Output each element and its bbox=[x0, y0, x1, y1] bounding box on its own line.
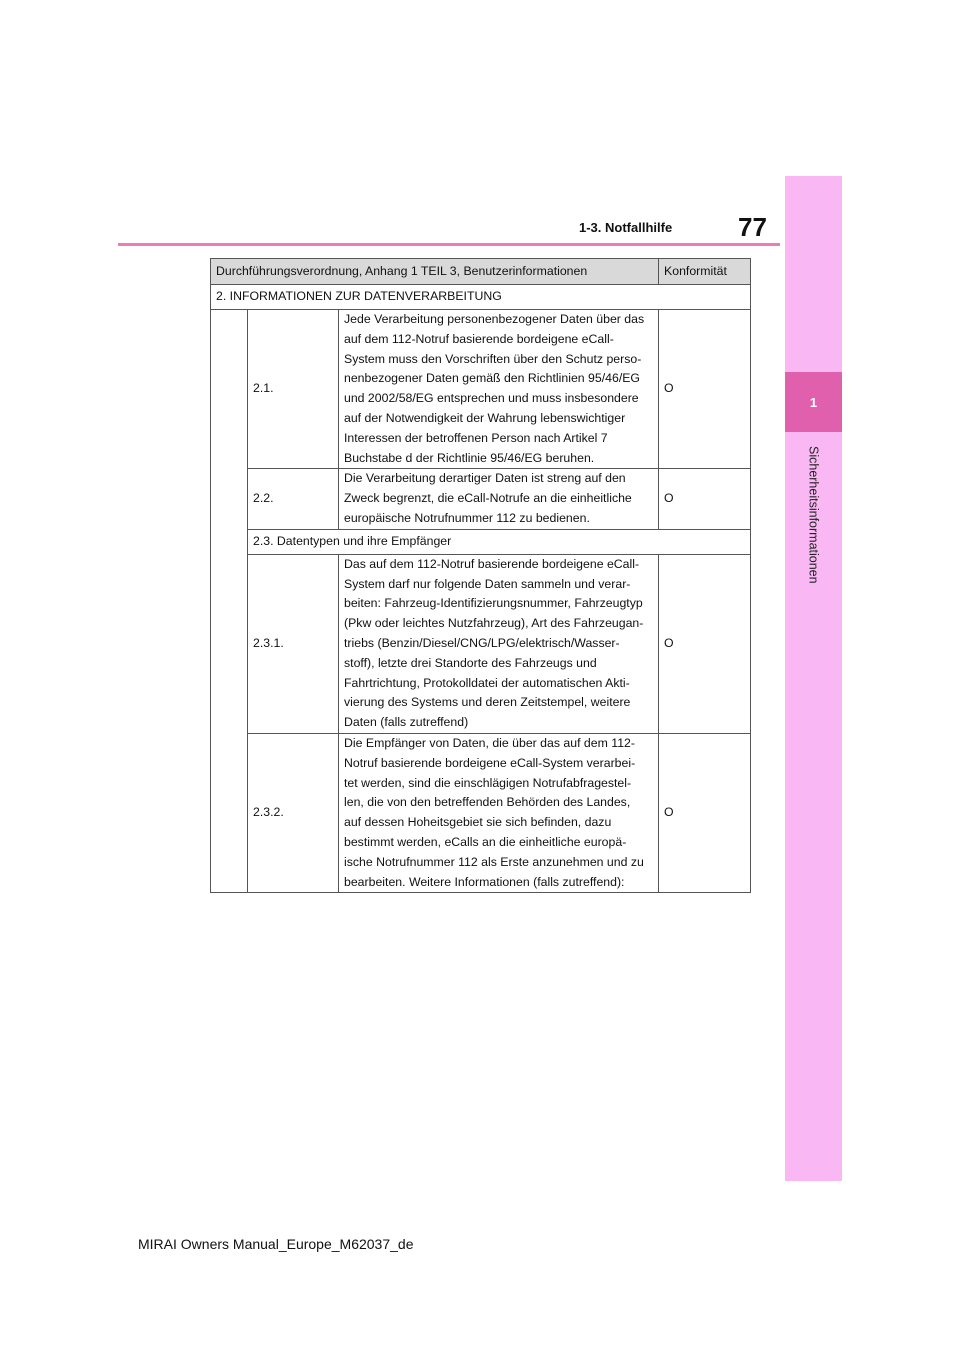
table-row bbox=[211, 469, 751, 529]
text-line: Das auf dem 112-Notruf basierende bordeigene eCall- bbox=[344, 556, 640, 571]
section-row bbox=[211, 529, 751, 554]
chapter-name-text: Sicherheitsinformationen bbox=[806, 446, 821, 584]
text-line: auf der Notwendigkeit der Wahrung lebenswichtiger bbox=[344, 410, 626, 425]
row-conformity: O bbox=[659, 733, 751, 892]
section-row bbox=[211, 285, 751, 310]
text-line: len, die von den betreffenden Behörden des Landes, bbox=[344, 795, 631, 810]
table-row bbox=[211, 733, 751, 892]
text-line: beiten: Fahrzeug-Identifizierungsnummer, Fahrzeugtyp bbox=[344, 596, 643, 611]
row-text bbox=[339, 554, 659, 733]
row-text bbox=[339, 733, 659, 892]
header-requirement: Durchführungsverordnung, Anhang 1 TEIL 3, Benutzerinformationen bbox=[211, 259, 659, 285]
text-line: ische Notrufnummer 112 als Erste anzunehmen und zu bbox=[344, 854, 644, 869]
text-line: europäische Notrufnummer 112 zu bedienen. bbox=[344, 510, 590, 525]
regulation-table bbox=[210, 258, 751, 893]
text-line: Interessen der betroffenen Person nach Artikel 7 bbox=[344, 430, 608, 445]
chapter-number-marker: 1 bbox=[785, 372, 842, 432]
text-line: stoff), letzte drei Standorte des Fahrzeugs und bbox=[344, 655, 597, 670]
manual-footer: MIRAI Owners Manual_Europe_M62037_de bbox=[138, 1236, 414, 1252]
text-line: Die Empfänger von Daten, die über das auf dem 112- bbox=[344, 735, 635, 750]
text-line: Fahrtrichtung, Protokolldatei der automatischen Akti- bbox=[344, 675, 630, 690]
table-header-row bbox=[211, 259, 751, 285]
row-conformity: O bbox=[659, 469, 751, 529]
header-conformity: Konformität bbox=[659, 259, 751, 285]
text-line: System muss den Vorschriften über den Schutz perso- bbox=[344, 351, 642, 366]
row-number: 2.1. bbox=[248, 310, 339, 469]
text-line: System darf nur folgende Daten sammeln und verar- bbox=[344, 576, 631, 591]
row-number: 2.2. bbox=[248, 469, 339, 529]
header-divider bbox=[118, 243, 780, 246]
text-line: bearbeiten. Weitere Informationen (falls zutreffend): bbox=[344, 874, 625, 889]
row-conformity: O bbox=[659, 310, 751, 469]
text-line: Die Verarbeitung derartiger Daten ist streng auf den bbox=[344, 471, 626, 486]
text-line: auf dessen Hoheitsgebiet sie sich befinden, dazu bbox=[344, 815, 612, 830]
chapter-name-label bbox=[785, 440, 842, 590]
text-line: und 2002/58/EG entsprechen und muss insbesondere bbox=[344, 391, 639, 406]
page-number: 77 bbox=[738, 212, 767, 242]
text-line: vierung des Systems und deren Zeitstempel, weitere bbox=[344, 695, 631, 710]
text-line: Daten (falls zutreffend) bbox=[344, 715, 469, 730]
text-line: Buchstabe d der Richtlinie 95/46/EG beruhen. bbox=[344, 450, 595, 465]
text-line: Zweck begrenzt, die eCall-Notrufe an die einheitliche bbox=[344, 491, 632, 506]
section-title: 1-3. Notfallhilfe bbox=[579, 220, 673, 235]
text-line: triebs (Benzin/Diesel/CNG/LPG/elektrisch/Wasser- bbox=[344, 635, 620, 650]
row-text bbox=[339, 469, 659, 529]
text-line: auf dem 112-Notruf basierende bordeigene eCall- bbox=[344, 331, 614, 346]
text-line: nenbezogener Daten gemäß den Richtlinien 95/46/EG bbox=[344, 371, 641, 386]
section-heading-2: 2. INFORMATIONEN ZUR DATENVERARBEITUNG bbox=[211, 285, 751, 310]
row-number: 2.3.1. bbox=[248, 554, 339, 733]
text-line: Jede Verarbeitung personenbezogener Daten über das bbox=[344, 312, 645, 326]
table-row bbox=[211, 310, 751, 469]
text-line: (Pkw oder leichtes Nutzfahrzeug), Art des Fahrzeugan- bbox=[344, 616, 644, 631]
row-number: 2.3.2. bbox=[248, 733, 339, 892]
indent-cell bbox=[211, 310, 248, 893]
row-text bbox=[339, 310, 659, 469]
text-line: Notruf basierende bordeigene eCall-System verarbei- bbox=[344, 755, 636, 770]
row-conformity: O bbox=[659, 554, 751, 733]
table-row bbox=[211, 554, 751, 733]
text-line: bestimmt werden, eCalls an die einheitliche europä- bbox=[344, 834, 627, 849]
section-heading-2-3: 2.3. Datentypen und ihre Empfänger bbox=[248, 529, 751, 554]
chapter-side-tab bbox=[785, 176, 842, 1181]
text-line: tet werden, sind die einschlägigen Notrufabfragestel- bbox=[344, 775, 632, 790]
